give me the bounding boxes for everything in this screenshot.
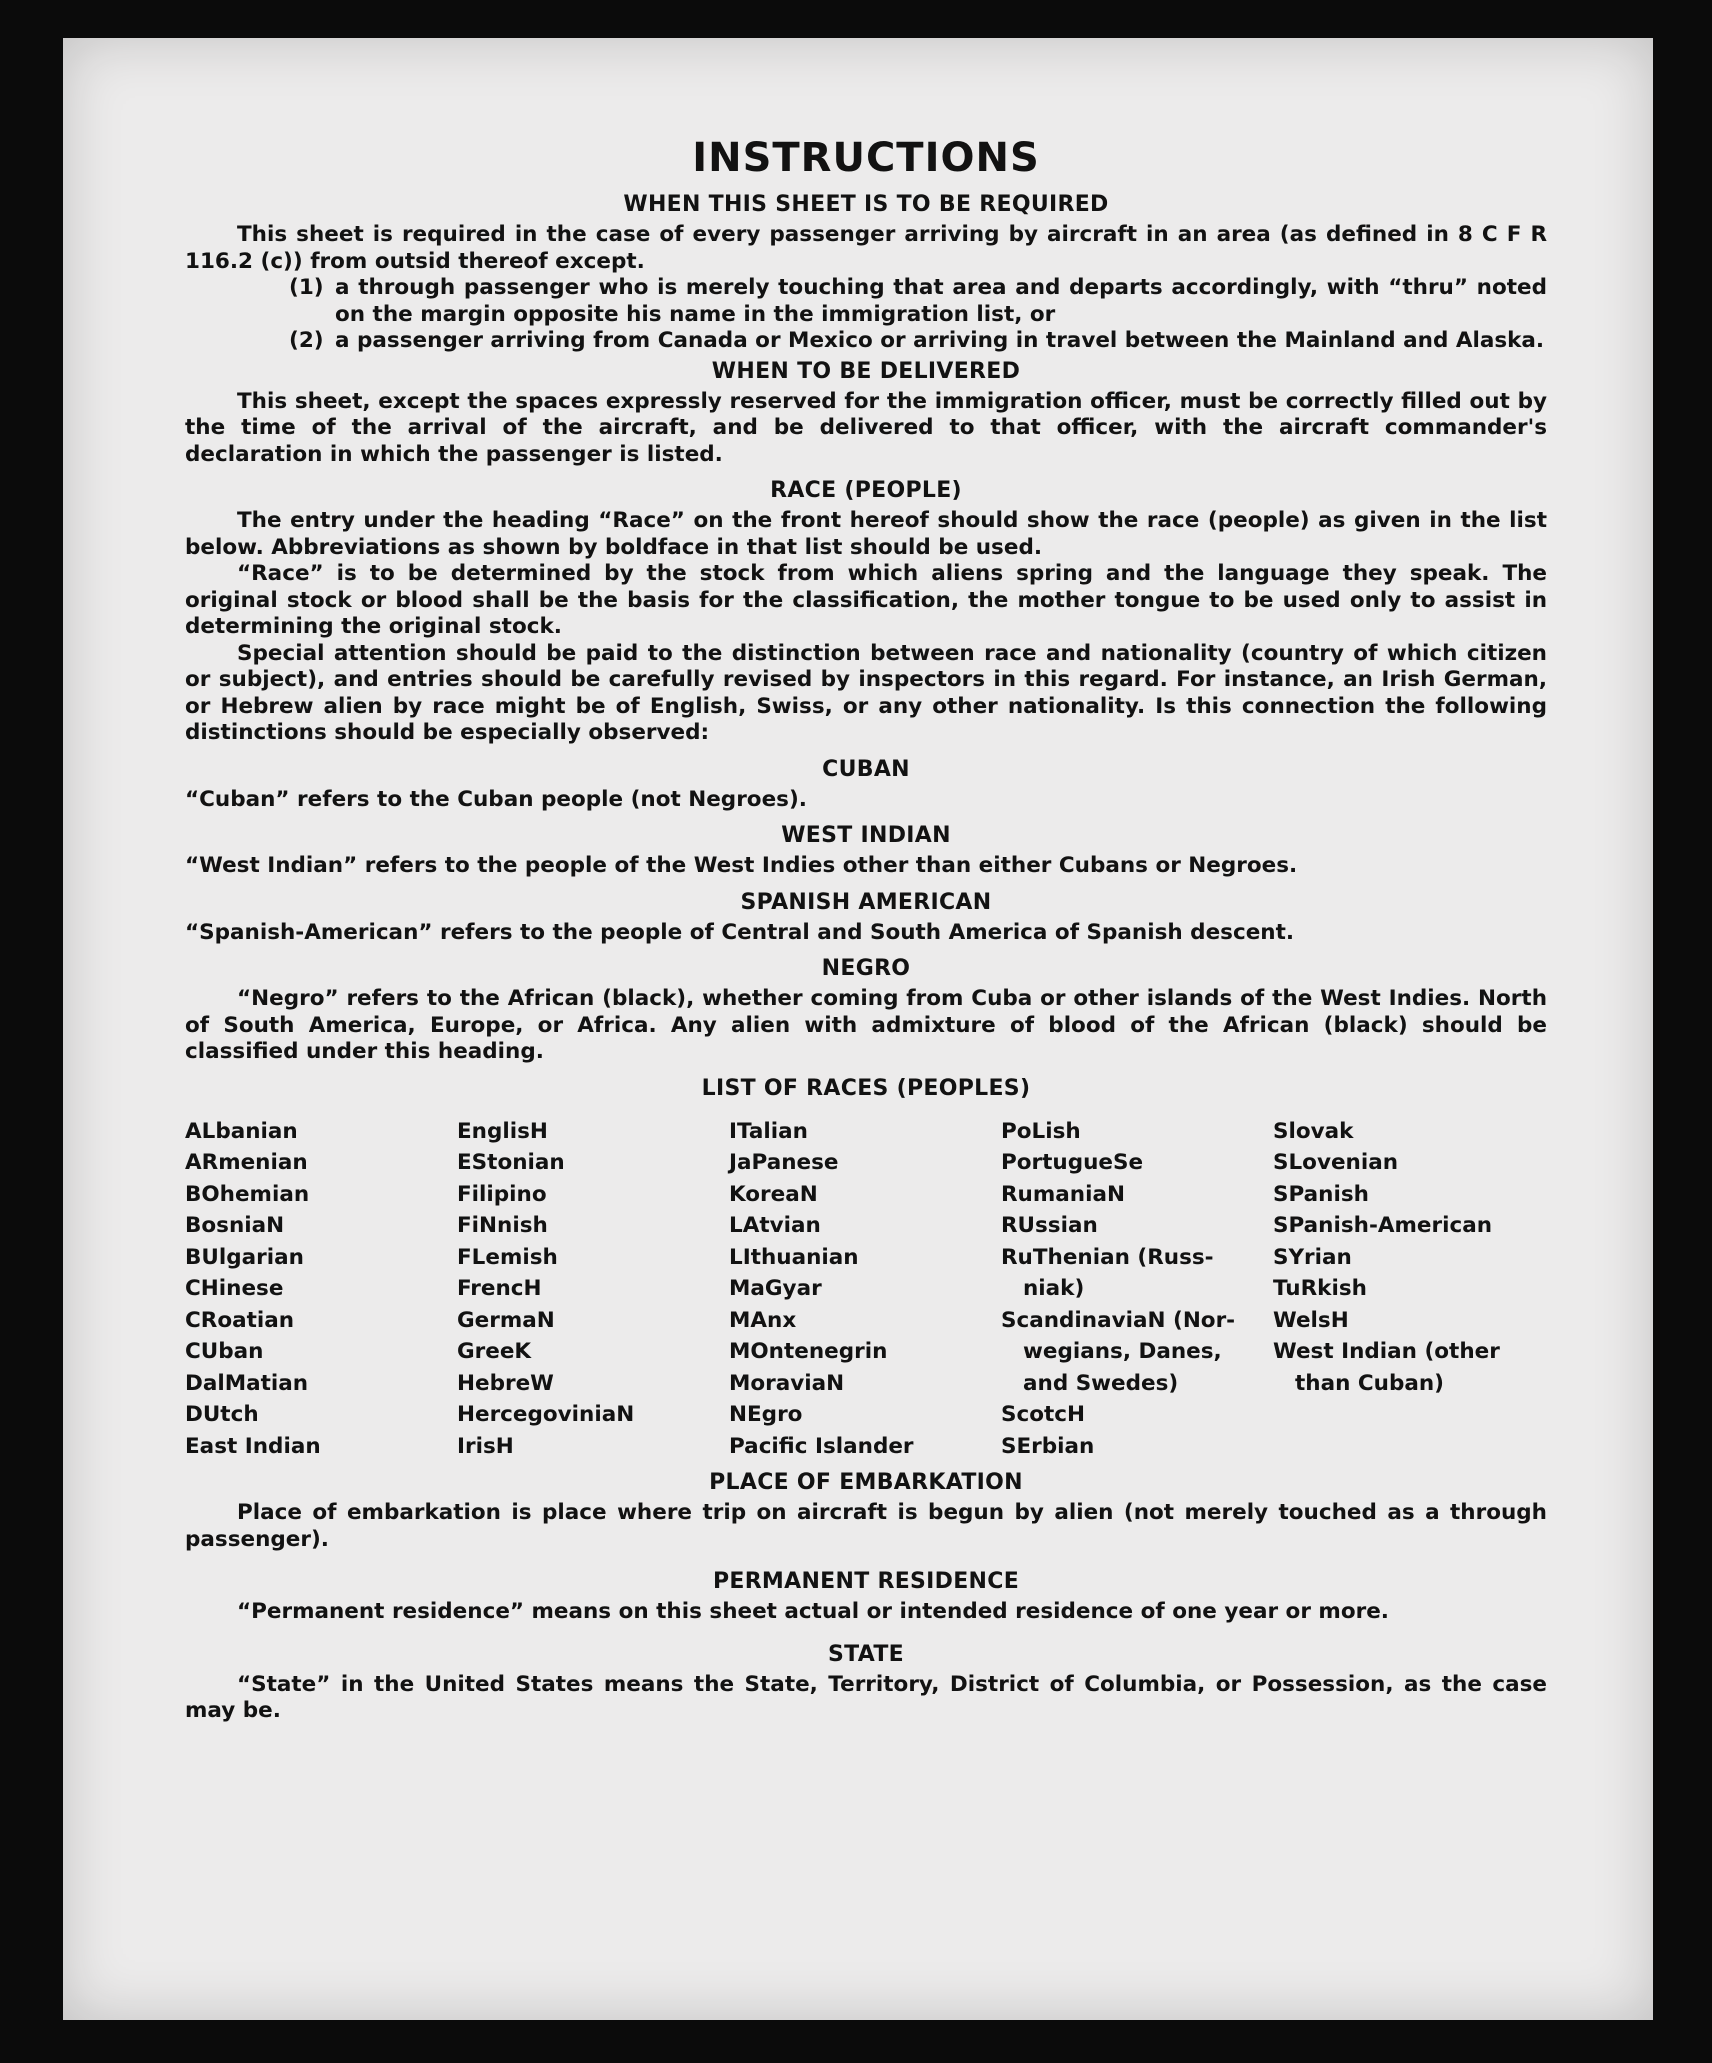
section-paragraph: Special attention should be paid to the distinction between race and nationality (country of which citizen or subject), and entries should be carefully revised by inspectors in this regard. For instance, an Irish German, or Hebrew alien by race might be of English, Swiss, or any other nationality. Is this connection the following distinctions should be especially observed: [185, 640, 1547, 745]
race-item: DUtch [185, 1402, 259, 1427]
race-item: BUlgarian [185, 1244, 304, 1270]
section-paragraph: The entry under the heading “Race” on the front hereof should show the race (people) as given in the list below. Abbreviations as shown by boldface in that list should be used. [185, 508, 1547, 560]
race-item: PortugueSe [1001, 1150, 1144, 1175]
race-item: SYrian [1273, 1244, 1352, 1270]
races-heading: LIST OF RACES (PEOPLES) [701, 1075, 1031, 1101]
section-heading-race: RACE (PEOPLE) [770, 478, 962, 503]
race-item: BOhemian [185, 1181, 310, 1207]
section-heading-permanent-residence: PERMANENT RESIDENCE [712, 1569, 1020, 1594]
race-item: EnglisH [457, 1118, 548, 1144]
race-item: NEgro [729, 1402, 803, 1427]
race-item: MoraviaN [729, 1370, 845, 1396]
section-heading-spanish-american: SPANISH AMERICAN [740, 889, 992, 915]
section-heading-negro: NEGRO [821, 956, 911, 981]
document-sheet [63, 38, 1653, 2020]
race-item: Slovak [1273, 1118, 1354, 1144]
section-paragraph: “Spanish-American” refers to the people of Central and South America of Spanish descent. [185, 919, 1295, 945]
races-column [1001, 1116, 1273, 1463]
exception-item [289, 328, 1547, 355]
section-paragraph: Place of embarkation is place where trip on aircraft is begun by alien (not merely touched as a through passenger). [185, 1500, 1547, 1552]
race-item: DalMatian [185, 1370, 309, 1396]
race-item: HebreW [457, 1370, 554, 1396]
section-heading-place-of-embarkation: PLACE OF EMBARKATION [709, 1470, 1023, 1495]
race-item: niak) [1023, 1276, 1085, 1301]
section-heading-when-delivered: WHEN TO BE DELIVERED [711, 358, 1021, 384]
race-item: MAnx [729, 1307, 797, 1333]
races-column [729, 1116, 1001, 1463]
race-item: CHinese [185, 1276, 284, 1301]
race-item: ALbanian [185, 1118, 298, 1144]
section-heading-state: STATE [828, 1641, 904, 1667]
race-item: Pacific Islander [729, 1433, 914, 1459]
race-item: CUban [185, 1339, 264, 1364]
section-heading-west-indian: WEST INDIAN [781, 823, 951, 848]
exception-item [289, 275, 1547, 328]
race-item: Filipino [457, 1181, 547, 1207]
race-item: GreeK [457, 1339, 532, 1364]
race-item: MOntenegrin [729, 1339, 888, 1364]
race-item: RuThenian (Russ- [1001, 1244, 1214, 1270]
race-item: ITalian [729, 1118, 808, 1144]
race-item: CRoatian [185, 1307, 295, 1333]
race-item: MaGyar [729, 1276, 822, 1301]
race-item: LIthuanian [729, 1244, 859, 1270]
section-paragraph: “Negro” refers to the African (black), whether coming from Cuba or other islands of the West Indies. North of South America, Europe, or Africa. Any alien with admixture of blood of the African (black) should be classified under this heading. [185, 986, 1547, 1064]
race-item: GermaN [457, 1307, 555, 1333]
race-item: ARmenian [185, 1150, 308, 1175]
section-heading-cuban: CUBAN [822, 756, 910, 782]
race-item: KoreaN [729, 1181, 818, 1207]
race-item: TuRkish [1273, 1276, 1367, 1301]
races-list [185, 1116, 1547, 1463]
section-paragraph: “West Indian” refers to the people of the West Indies other than either Cubans or Negroes. [185, 853, 1298, 878]
race-item: WelsH [1273, 1307, 1349, 1333]
race-item: RUssian [1001, 1213, 1098, 1238]
race-item: ScandinaviaN (Nor- [1001, 1307, 1236, 1333]
exception-text: a passenger arriving from Canada or Mexico or arriving in travel between the Mainland and Alaska. [335, 328, 1545, 353]
race-item: EStonian [457, 1150, 565, 1175]
page-title: INSTRUCTIONS [692, 135, 1040, 181]
race-item: HercegoviniaN [457, 1402, 635, 1427]
race-item: than Cuban) [1295, 1370, 1444, 1396]
section-paragraph: “State” in the United States means the State, Territory, District of Columbia, or Possession, as the case may be. [185, 1671, 1547, 1723]
race-item: ScotcH [1001, 1402, 1086, 1427]
race-item: JaPanese [729, 1150, 839, 1175]
races-column [185, 1116, 457, 1463]
race-item: PoLish [1001, 1118, 1081, 1144]
exception-number: (1) [289, 275, 324, 300]
race-item: RumaniaN [1001, 1181, 1125, 1207]
section-paragraph: “Cuban” refers to the Cuban people (not Negroes). [185, 786, 807, 812]
section-paragraph: This sheet is required in the case of every passenger arriving by aircraft in an area (as defined in 8 C F R 116.2 (c)) from outsid thereof except. [185, 222, 1547, 274]
section-paragraph: “Permanent residence” means on this sheet actual or intended residence of one year or more. [237, 1599, 1389, 1624]
race-item: FiNnish [457, 1213, 548, 1238]
race-item: IrisH [457, 1433, 514, 1459]
race-item: SLovenian [1273, 1150, 1399, 1175]
race-item: SErbian [1001, 1433, 1095, 1459]
section-heading-when-required: WHEN THIS SHEET IS TO BE REQUIRED [623, 192, 1109, 217]
instructions-body [185, 134, 1547, 1725]
race-item: wegians, Danes, [1023, 1339, 1222, 1364]
exception-number: (2) [289, 328, 324, 353]
section-paragraph: “Race” is to be determined by the stock from which aliens spring and the language they speak. The original stock or blood shall be the basis for the classification, the mother tongue to be used only to assist in determining the original stock. [185, 561, 1547, 639]
race-item: SPanish-American [1273, 1213, 1493, 1238]
section-paragraph: This sheet, except the spaces expressly reserved for the immigration officer, must be correctly filled out by the time of the arrival of the aircraft, and be delivered to that officer, with the aircraft commander's declaration in which the passenger is listed. [185, 388, 1547, 467]
races-column [1273, 1116, 1545, 1463]
race-item: West Indian (other [1273, 1339, 1500, 1364]
race-item: and Swedes) [1023, 1370, 1179, 1396]
races-column [457, 1116, 729, 1463]
race-item: SPanish [1273, 1181, 1369, 1207]
race-item: BosniaN [185, 1213, 285, 1238]
race-item: LAtvian [729, 1213, 821, 1238]
race-item: FLemish [457, 1244, 558, 1270]
race-item: FrencH [457, 1276, 542, 1301]
race-item: East Indian [185, 1433, 321, 1459]
exception-text: a through passenger who is merely touching that area and departs accordingly, with “thru” noted on the margin opposite his name in the immigration list, or [335, 275, 1547, 327]
